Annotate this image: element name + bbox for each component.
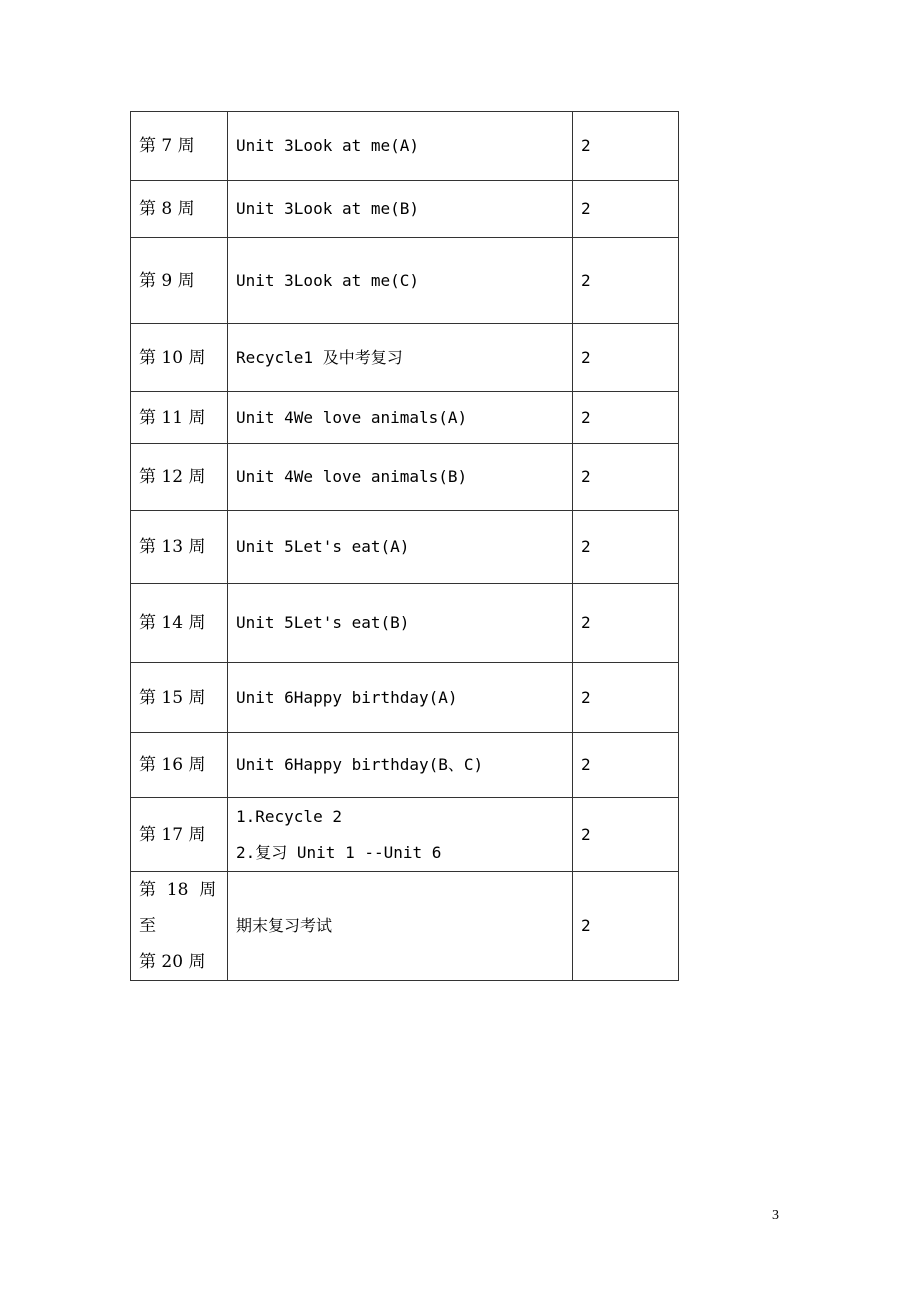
week-line: 第 15 周 (139, 687, 206, 708)
week-cell (131, 444, 228, 511)
table-row (131, 663, 679, 733)
content-cell (228, 444, 573, 511)
table-row (131, 392, 679, 444)
week-cell (131, 112, 228, 181)
week-line: 第 10 周 (139, 347, 206, 368)
hours-cell: 2 (573, 798, 679, 872)
week-cell (131, 663, 228, 733)
content-cell (228, 872, 573, 981)
content-cell (228, 511, 573, 584)
week-cell (131, 584, 228, 663)
hours-cell: 2 (573, 238, 679, 324)
week-line: 第 20 周 (139, 952, 206, 972)
content-cell (228, 112, 573, 181)
hours-cell: 2 (573, 733, 679, 798)
week-line: 第 9 周 (139, 270, 195, 291)
hours-cell: 2 (573, 584, 679, 663)
content-line: Unit 6Happy birthday(B、C) (236, 755, 484, 774)
table-row (131, 511, 679, 584)
week-cell (131, 733, 228, 798)
content-cell (228, 392, 573, 444)
week-line: 第 8 周 (139, 199, 195, 219)
hours-cell: 2 (573, 112, 679, 181)
content-line: Unit 3Look at me(B) (236, 199, 420, 218)
hours-cell: 2 (573, 511, 679, 584)
content-line: 2.复习 Unit 1 --Unit 6 (236, 842, 442, 862)
week-cell (131, 511, 228, 584)
week-cell (131, 872, 228, 981)
content-cell (228, 798, 573, 872)
table-row (131, 112, 679, 181)
hours-cell: 2 (573, 324, 679, 392)
hours-cell: 2 (573, 392, 679, 444)
content-line: 1.Recycle 2 (236, 806, 342, 826)
table-row (131, 872, 679, 981)
hours-cell: 2 (573, 872, 679, 981)
content-cell (228, 663, 573, 733)
page-number: 3 (772, 1208, 779, 1223)
week-line: 第 11 周 (139, 407, 206, 428)
content-line: Unit 3Look at me(A) (236, 136, 420, 155)
week-line: 第 17 周 (139, 824, 206, 845)
week-line: 第 12 周 (139, 467, 206, 487)
table-row (131, 733, 679, 798)
table-row (131, 798, 679, 872)
hours-cell: 2 (573, 444, 679, 511)
week-line: 第 16 周 (139, 755, 206, 775)
table-row (131, 584, 679, 663)
content-line: Unit 5Let's eat(A) (236, 537, 410, 556)
week-cell (131, 324, 228, 392)
table-row (131, 238, 679, 324)
hours-cell: 2 (573, 663, 679, 733)
content-line: Unit 4We love animals(A) (236, 407, 468, 427)
week-line: 至 (139, 916, 156, 936)
content-line: 期末复习考试 (236, 916, 333, 935)
content-cell (228, 181, 573, 238)
content-cell (228, 733, 573, 798)
week-cell (131, 181, 228, 238)
content-line: Unit 5Let's eat(B) (236, 613, 410, 632)
week-line: 第 13 周 (139, 537, 206, 557)
content-line: Unit 6Happy birthday(A) (236, 687, 458, 707)
table-row (131, 324, 679, 392)
week-line: 第 14 周 (139, 613, 206, 633)
content-line: Recycle1 及中考复习 (236, 347, 403, 367)
content-line: Unit 4We love animals(B) (236, 467, 468, 486)
hours-cell: 2 (573, 181, 679, 238)
content-line: Unit 3Look at me(C) (236, 270, 420, 290)
week-line: 第 7 周 (139, 136, 195, 156)
week-cell (131, 238, 228, 324)
content-cell (228, 324, 573, 392)
week-cell (131, 392, 228, 444)
table-row (131, 444, 679, 511)
week-cell (131, 798, 228, 872)
content-cell (228, 584, 573, 663)
week-line: 第 18 周 (139, 880, 217, 900)
schedule-table (130, 111, 679, 981)
content-cell (228, 238, 573, 324)
table-row (131, 181, 679, 238)
